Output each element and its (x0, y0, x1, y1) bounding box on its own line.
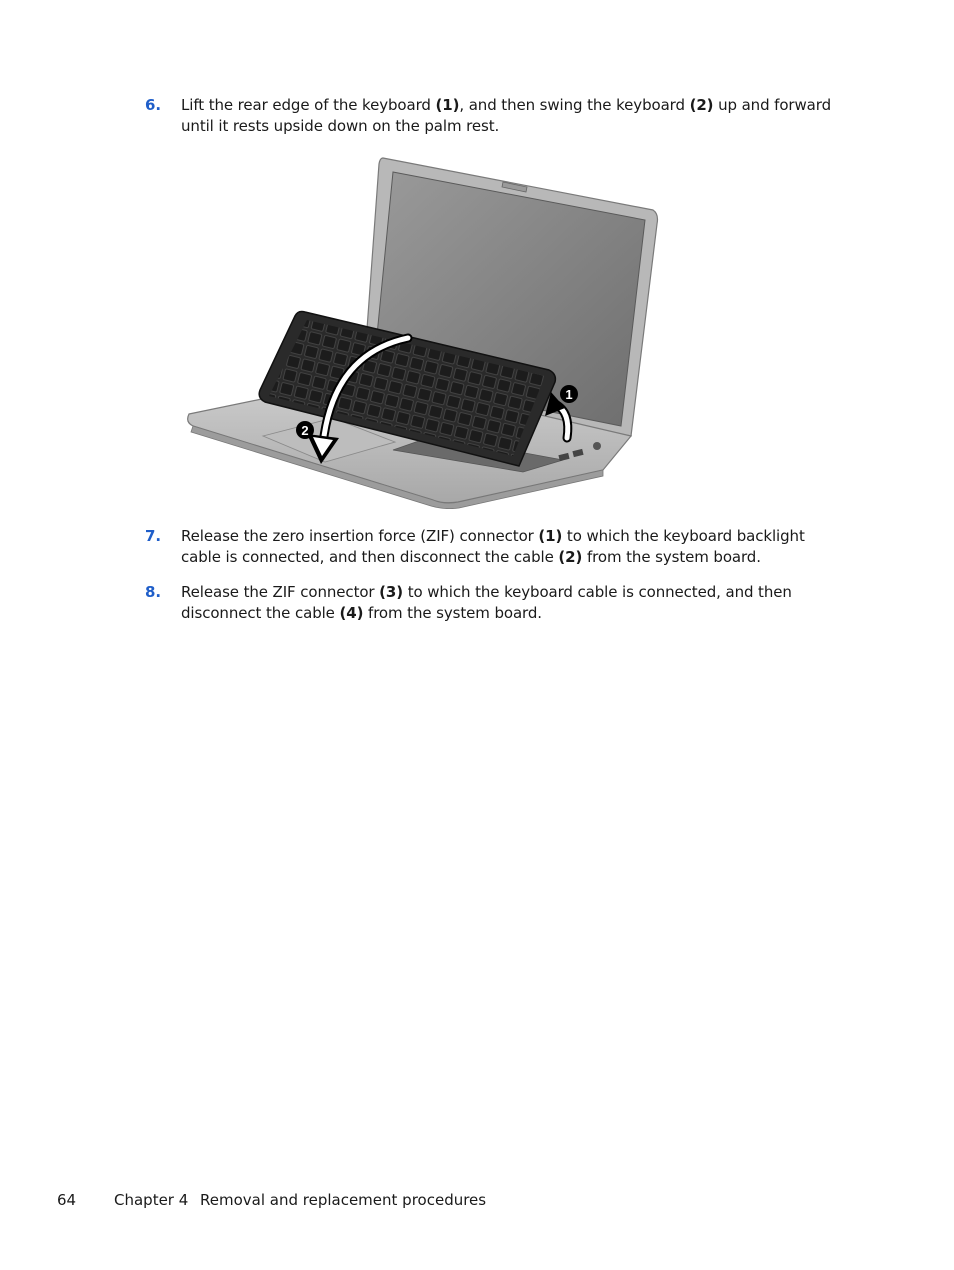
callout-2 (296, 421, 314, 439)
callout-ref: (2) (689, 96, 714, 114)
text-run: to which the keyboard backlight cable is connected, and then disconnect the cable (181, 527, 805, 566)
step-text (181, 95, 846, 137)
callout-ref: (3) (379, 583, 404, 601)
text-run: from the system board. (363, 604, 542, 622)
chapter-label: Chapter 4 (114, 1191, 189, 1209)
laptop-illustration-svg (183, 154, 663, 509)
callout-ref: (2) (558, 548, 583, 566)
step-text (181, 582, 846, 624)
text-run: Lift the rear edge of the keyboard (181, 96, 436, 114)
text-run: , and then swing the keyboard (459, 96, 690, 114)
page-number: 64 (57, 1191, 77, 1209)
step-number: 6. (145, 96, 162, 114)
callout-ref: (1) (435, 96, 460, 114)
callout-ref: (1) (538, 527, 563, 545)
step-number: 7. (145, 527, 162, 545)
text-run: up and forward until it rests upside down on the palm rest. (181, 96, 831, 135)
text-run: Release the ZIF connector (181, 583, 380, 601)
callout-ref: (4) (339, 604, 364, 622)
text-run: from the system board. (582, 548, 761, 566)
step-number: 8. (145, 583, 162, 601)
section-title: Removal and replacement procedures (200, 1191, 487, 1209)
text-run: Release the zero insertion force (ZIF) connector (181, 527, 539, 545)
laptop-keyboard-illustration (183, 154, 663, 509)
callout-1-label: 1 (565, 387, 573, 402)
step-text (181, 526, 846, 568)
callout-2-label: 2 (301, 423, 309, 438)
callout-1 (560, 385, 578, 403)
text-run: to which the keyboard cable is connected, and then disconnect the cable (181, 583, 792, 622)
